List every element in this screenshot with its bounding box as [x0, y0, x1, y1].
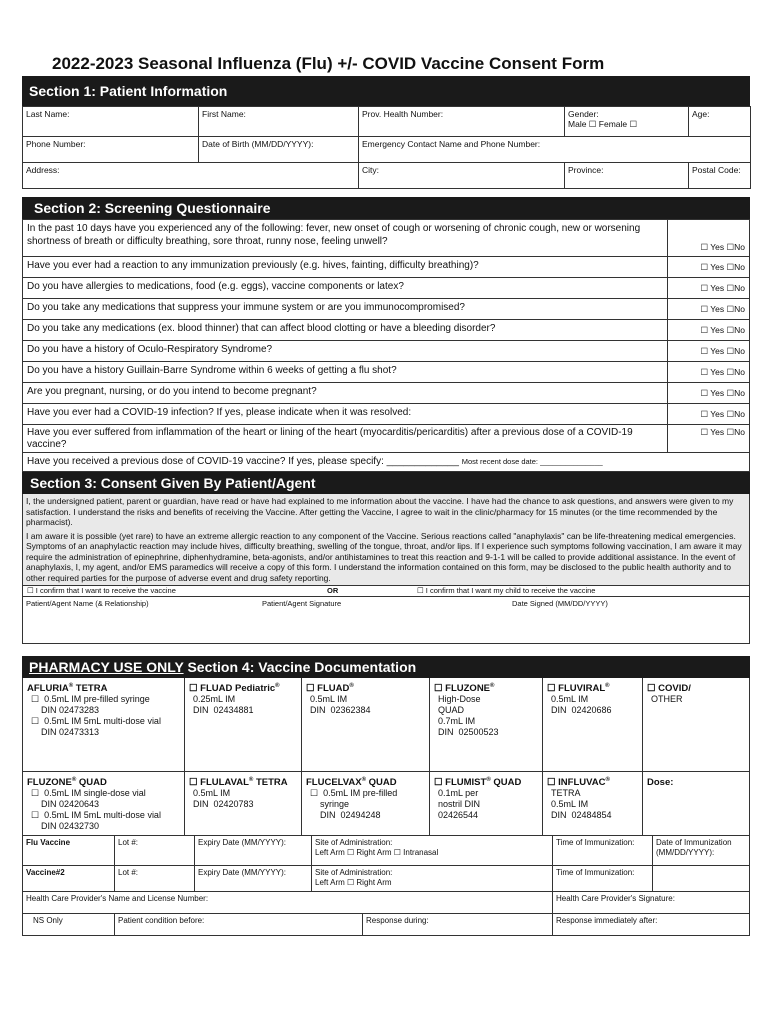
vaccine-grid-row2 — [22, 772, 750, 836]
vaccine-detail: 0.5mL IM — [193, 788, 231, 799]
condition-field[interactable]: Patient condition before: — [115, 914, 363, 935]
time-field[interactable]: Time of Immunization: — [553, 866, 653, 891]
recent-dose-date[interactable]: Most recent dose date: _______________ — [461, 457, 603, 466]
ns-row: NS Only Patient condition before: Response during: Response immediately after: — [22, 914, 750, 936]
vaccine-detail: DIN 02362384 — [310, 705, 371, 716]
section2-header: Section 2: Screening Questionnaire — [22, 197, 750, 219]
patient-info-table — [22, 106, 751, 189]
yes-no-checkbox[interactable]: ☐ Yes ☐No — [667, 425, 749, 452]
question-row: Have you ever had a COVID-19 infection? If yes, please indicate when it was resolved: ☐ Yes ☐No — [22, 404, 750, 425]
expiry-field[interactable]: Expiry Date (MM/YYYY): — [195, 866, 312, 891]
expiry-field[interactable]: Expiry Date (MM/YYYY): — [195, 836, 312, 865]
vaccine-detail: High-Dose — [438, 694, 481, 705]
signature-row — [22, 597, 750, 644]
response-during-field[interactable]: Response during: — [363, 914, 553, 935]
yes-no-checkbox[interactable]: ☐ Yes ☐No — [667, 299, 749, 319]
date-signed-field[interactable]: Date Signed (MM/DD/YYYY) — [512, 599, 608, 608]
consent-form — [22, 52, 750, 936]
vaccine-detail: 0.7mL IM — [438, 716, 476, 727]
vaccine-option[interactable] — [23, 678, 185, 771]
last-name-field[interactable]: Last Name: — [23, 107, 199, 137]
vaccine-option[interactable] — [430, 772, 543, 835]
site-field[interactable]: Site of Administration: Left Arm ☐ Right Arm — [312, 866, 553, 891]
vaccine2-row: Vaccine#2 Lot #: Expiry Date (MM/YYYY): Site of Administration: Left Arm ☐ Right Arm Time of Immunization: — [22, 866, 750, 892]
yes-no-checkbox[interactable]: ☐ Yes ☐No — [667, 278, 749, 298]
yes-no-checkbox[interactable]: ☐ Yes ☐No — [667, 341, 749, 361]
vaccine-grid-row1 — [22, 678, 750, 772]
questionnaire — [22, 219, 750, 472]
section3-header: Section 3: Consent Given By Patient/Agent — [22, 472, 750, 494]
vaccine-detail: DIN 02500523 — [438, 727, 499, 738]
question-row: Have you received a previous dose of COVID-19 vaccine? If yes, please specify: _____________ Most recent dose date: _______________ — [22, 453, 750, 472]
vaccine-option[interactable] — [430, 678, 543, 771]
question-row: Do you take any medications that suppress your immune system or are you immunocompromised? ☐ Yes ☐No — [22, 299, 750, 320]
vaccine-detail: DIN 02420686 — [551, 705, 612, 716]
vaccine-name: ☐ COVID/ — [647, 683, 691, 695]
vaccine-detail: DIN 02420643 — [31, 799, 100, 810]
vaccine-detail: 0.25mL IM — [193, 694, 236, 705]
vaccine-option[interactable] — [302, 678, 430, 771]
form-title: 2022-2023 Seasonal Influenza (Flu) +/- COVID Vaccine Consent Form — [52, 54, 605, 73]
vaccine-name: ☐ FLUVIRAL® — [547, 683, 610, 695]
vaccine-detail: 02426544 — [438, 810, 479, 821]
question-row: Do you take any medications (ex. blood thinner) that can affect blood clotting or have a bleeding disorder? ☐ Yes ☐No — [22, 320, 750, 341]
vaccine-option[interactable] — [543, 678, 643, 771]
vaccine-detail: DIN 02434881 — [193, 705, 254, 716]
vaccine-name: ☐ INFLUVAC® — [547, 777, 610, 789]
vaccine-name: FLUZONE® QUAD — [27, 777, 107, 789]
vaccine-option[interactable] — [643, 678, 721, 771]
vaccine-detail: ☐ 0.5mL IM pre-filled — [310, 788, 398, 799]
question-row: Do you have a history Guillain-Barre Syndrome within 6 weeks of getting a flu shot? ☐ Yes ☐No — [22, 362, 750, 383]
question-row: Have you ever had a reaction to any immunization previously (e.g. hives, fainting, difficulty breathing)? ☐ Yes ☐No — [22, 257, 750, 278]
provider-signature-field[interactable]: Health Care Provider's Signature: — [556, 894, 675, 903]
vaccine-detail: DIN 02432730 — [31, 821, 100, 832]
flu-vaccine-row: Flu Vaccine Lot #: Expiry Date (MM/YYYY): Site of Administration: Left Arm ☐ Right Arm ☐ Intranasal Time of Immunization: Date of Immunization (MM/DD/YYYY): — [22, 836, 750, 866]
confirm-child-checkbox[interactable]: ☐ I confirm that I want my child to receive the vaccine — [417, 586, 596, 595]
yes-no-checkbox[interactable]: ☐ Yes ☐No — [667, 320, 749, 340]
question-row: In the past 10 days have you experienced any of the following: fever, new onset of cough or worsening of chronic cough, new or worsening shortness of breath or difficulty breathing, sore throat, runny nose, feeling unwell? ☐ Yes ☐No — [22, 220, 750, 257]
vaccine-name: ☐ FLUMIST® QUAD — [434, 777, 522, 789]
agent-signature-field[interactable]: Patient/Agent Signature — [262, 599, 342, 608]
confirm-row — [22, 586, 750, 597]
vaccine-detail: 0.5mL IM — [551, 799, 589, 810]
vaccine-detail: DIN 02420783 — [193, 799, 254, 810]
or-label: OR — [327, 586, 339, 595]
vaccine-detail: 0.1mL per — [438, 788, 479, 799]
pharmacy-use-only: PHARMACY USE ONLY — [29, 659, 184, 675]
yes-no-checkbox[interactable]: ☐ Yes ☐No — [667, 362, 749, 382]
postal-code-field[interactable]: Postal Code: — [689, 163, 751, 189]
health-number-field[interactable]: Prov. Health Number: — [359, 107, 565, 137]
vaccine-name: ☐ FLUAD Pediatric® — [189, 683, 280, 695]
provider-row — [22, 892, 750, 914]
question-row: Have you ever suffered from inflammation of the heart or lining of the heart (myocarditis/pericarditis) after a previous dose of a COVID-19 vaccine? ☐ Yes ☐No — [22, 425, 750, 453]
vaccine-detail: DIN 02484854 — [551, 810, 612, 821]
vaccine-name: Dose: — [647, 777, 674, 789]
yes-no-checkbox[interactable]: ☐ Yes ☐No — [667, 383, 749, 403]
vaccine-detail: DIN 02494248 — [310, 810, 381, 821]
consent-text: I, the undersigned patient, parent or guardian, have read or have had explained to me information about the vaccine. I have had the chance to ask questions, and answers were given to my satisfaction. I understand the risks and benefits of receiving the Vaccine. After getting the Vaccine, I agree to wait in the clinic/pharmacy for 15 minutes (or the time recommended by the pharmacist). I am aware it is possible (yet rare) to have an extreme allergic reaction to any component of the Vaccine. Serious reactions called "anaphylaxis" can be life-threatening medical emergencies. Symptoms of an anaphylactic reaction may include hives, difficulty breathing, swelling of the tongue, throat, and/or lips. If I experience such symptoms following vaccination, I am aware it may require the administration of epinephrine, diphenhydramine, beta-agonists, and/or antihistamines to treat this reaction and 9-1-1 will be called to provide additional assistance. In the event of anaphylaxis, I, my agent, and/or EMS paramedics will receive a copy of this form. I understand the information contained on this form, may be disclosed to the public health authority and to other required parties for the purpose of adverse event and drug safety reporting. — [22, 494, 750, 586]
emergency-contact-field[interactable]: Emergency Contact Name and Phone Number: — [359, 137, 751, 163]
vaccine-name: ☐ FLUZONE® — [434, 683, 495, 695]
vaccine-detail: DIN 02473283 — [31, 705, 100, 716]
response-after-field[interactable]: Response immediately after: — [556, 916, 658, 925]
province-field[interactable]: Province: — [565, 163, 689, 189]
vaccine-detail: OTHER — [651, 694, 683, 705]
question-row: Do you have a history of Oculo-Respiratory Syndrome? ☐ Yes ☐No — [22, 341, 750, 362]
section1-header: Section 1: Patient Information — [22, 76, 750, 106]
phone-field[interactable]: Phone Number: — [23, 137, 199, 163]
vaccine-option[interactable] — [643, 772, 721, 835]
vaccine-name: ☐ FLUAD® — [306, 683, 354, 695]
vaccine-name: ☐ FLULAVAL® TETRA — [189, 777, 288, 789]
question-row: Do you have allergies to medications, food (e.g. eggs), vaccine components or latex? ☐ Yes ☐No — [22, 278, 750, 299]
lot-field[interactable]: Lot #: — [115, 836, 195, 865]
vaccine-option[interactable] — [185, 678, 302, 771]
gender-field[interactable]: Gender: Male ☐ Female ☐ — [565, 107, 689, 137]
vaccine-detail: syringe — [310, 799, 350, 810]
first-name-field[interactable]: First Name: — [199, 107, 359, 137]
agent-name-field[interactable]: Patient/Agent Name (& Relationship) — [26, 599, 149, 608]
question-row: Are you pregnant, nursing, or do you intend to become pregnant? ☐ Yes ☐No — [22, 383, 750, 404]
city-field[interactable]: City: — [359, 163, 565, 189]
vaccine-detail: DIN 02473313 — [31, 727, 100, 738]
vaccine-name: FLUCELVAX® QUAD — [306, 777, 397, 789]
date-immunization-field[interactable]: Date of Immunization (MM/DD/YYYY): — [656, 838, 732, 857]
vaccine-detail: ☐ 0.5mL IM 5mL multi-dose vial — [31, 810, 161, 821]
vaccine-detail: ☐ 0.5mL IM single-dose vial — [31, 788, 146, 799]
confirm-want-checkbox[interactable]: ☐ I confirm that I want to receive the vaccine — [27, 586, 176, 595]
vaccine-option[interactable] — [185, 772, 302, 835]
site-field[interactable]: Site of Administration: Left Arm ☐ Right Arm ☐ Intranasal — [312, 836, 553, 865]
address-field[interactable]: Address: — [23, 163, 359, 189]
vaccine-detail: 0.5mL IM — [310, 694, 348, 705]
vaccine-detail: 0.5mL IM — [551, 694, 589, 705]
yes-no-checkbox[interactable]: ☐ Yes ☐No — [667, 257, 749, 277]
vaccine-option[interactable] — [302, 772, 430, 835]
provider-name-field[interactable]: Health Care Provider's Name and License Number: — [23, 892, 553, 913]
yes-no-checkbox[interactable]: ☐ Yes ☐No — [667, 220, 749, 256]
vaccine-option[interactable] — [23, 772, 185, 835]
time-field[interactable]: Time of Immunization: — [553, 836, 653, 865]
section4-header: PHARMACY USE ONLY Section 4: Vaccine Documentation — [22, 656, 750, 678]
vaccine-detail: TETRA — [551, 788, 581, 799]
yes-no-checkbox[interactable]: ☐ Yes ☐No — [667, 404, 749, 424]
vaccine-detail: nostril DIN — [438, 799, 481, 810]
age-field[interactable]: Age: — [689, 107, 751, 137]
vaccine-option[interactable] — [543, 772, 643, 835]
vaccine-detail: ☐ 0.5mL IM pre-filled syringe — [31, 694, 150, 705]
vaccine-name: AFLURIA® TETRA — [27, 683, 108, 695]
gender-options[interactable]: Male ☐ Female ☐ — [568, 119, 638, 129]
vaccine-detail: ☐ 0.5mL IM 5mL multi-dose vial — [31, 716, 161, 727]
lot-field[interactable]: Lot #: — [115, 866, 195, 891]
dob-field[interactable]: Date of Birth (MM/DD/YYYY): — [199, 137, 359, 163]
vaccine-detail: QUAD — [438, 705, 465, 716]
